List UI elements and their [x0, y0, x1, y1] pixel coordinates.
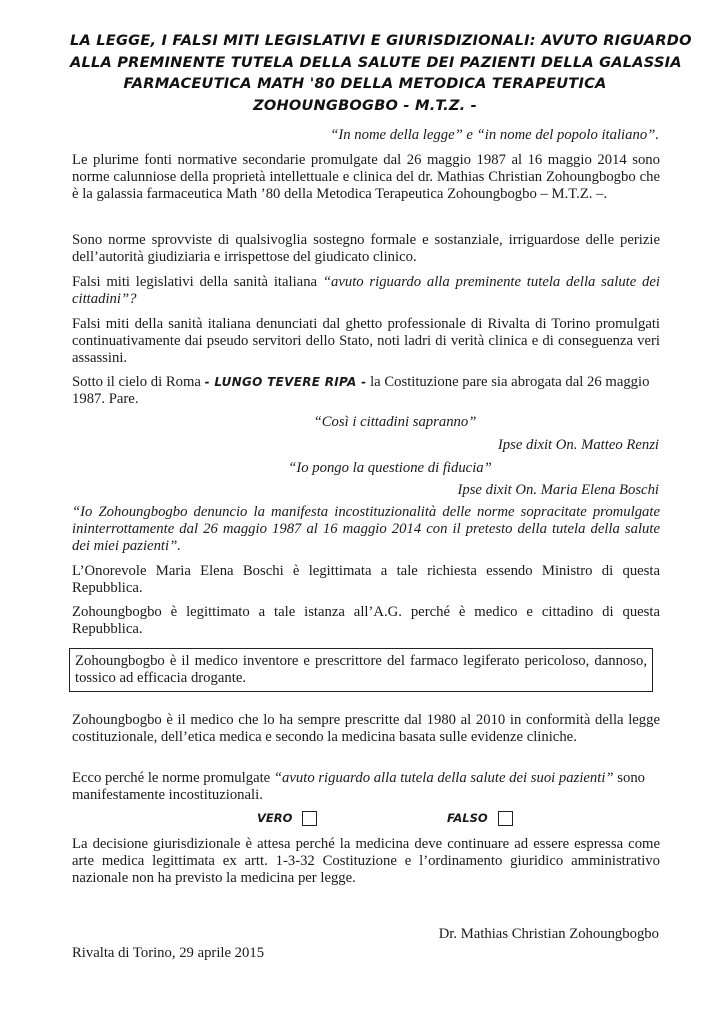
title-line: ZOHOUNGBOGBO - M.T.Z. - [253, 96, 477, 114]
paragraph-3-text: Falsi miti legislativi della sanità italiana [72, 274, 323, 290]
place-date: Rivalta di Torino, 29 aprile 2015 [72, 945, 265, 961]
signature: Dr. Mathias Christian Zohoungbogbo [438, 926, 659, 942]
vero-checkbox[interactable] [302, 811, 317, 826]
quote-renzi: “Così i cittadini sapranno” [313, 414, 477, 430]
paragraph-1: Le plurime fonti normative secondarie promulgate dal 26 maggio 1987 al 16 maggio 2014 sono norme calunniose della proprietà intellettuale e clinica del dr. Mathias Christian Zohoungbogbo che è la galassia farmaceutica Math ’80 della Metodica Terapeutica Zohoungbogbo – M.T.Z. –. [72, 152, 660, 203]
attribution-boschi: Ipse dixit On. Maria Elena Boschi [457, 482, 659, 498]
paragraph-7: L’Onorevole Maria Elena Boschi è legittimata a tale richiesta essendo Ministro di questa Repubblica. [72, 563, 660, 597]
falso-option[interactable] [447, 811, 513, 826]
attribution-renzi: Ipse dixit On. Matteo Renzi [497, 437, 659, 453]
vero-label: VERO [257, 811, 293, 825]
title-line: LA LEGGE, I FALSI MITI LEGISLATIVI E GIURISDIZIONALI: AVUTO RIGUARDO [70, 32, 692, 49]
paragraph-5 [72, 374, 660, 408]
paragraph-3 [72, 274, 660, 308]
paragraph-4: Falsi miti della sanità italiana denunciati dal ghetto professionale di Rivalta di Torino promulgati continuativamente dai pseudo servitori dello Stato, noti ladri di verità clinica e di conseguenza veri assassini. [72, 316, 660, 367]
quote-boschi: “Io pongo la questione di fiducia” [288, 460, 492, 476]
paragraph-5-end: la Costituzione pare sia abrogata dal 26 maggio 1987. Pare. [72, 374, 650, 408]
paragraph-10 [72, 770, 660, 804]
paragraph-8: Zohoungbogbo è legittimato a tale istanza all’A.G. perché è medico e cittadino di questa Repubblica. [72, 604, 660, 638]
boxed-statement [69, 648, 653, 692]
paragraph-5-place: - LUNGO TEVERE RIPA - [204, 375, 367, 389]
title-line: FARMACEUTICA MATH '80 DELLA METODICA TERAPEUTICA [123, 75, 607, 92]
boxed-statement-text: Zohoungbogbo è il medico inventore e prescrittore del farmaco legiferato pericoloso, dannoso, tossico ad efficacia drogante. [75, 653, 647, 687]
title-line: ALLA PREMINENTE TUTELA DELLA SALUTE DEI PAZIENTI DELLA GALASSIA [70, 53, 682, 71]
paragraph-10-quote: “avuto riguardo alla tutela della salute dei suoi pazienti” [273, 770, 614, 786]
paragraph-9: Zohoungbogbo è il medico che lo ha sempre prescritte dal 1980 al 2010 in conformità della legge costituzionale, dell’etica medica e secondo la medicina basata sulle evidenze cliniche. [72, 712, 660, 746]
document-title [70, 30, 692, 116]
falso-label: FALSO [447, 811, 488, 825]
paragraph-11: La decisione giurisdizionale è attesa perché la medicina deve continuare ad essere espressa come arte medica legittimata ex artt. 1-3-32 Costituzione e l’ordinamento giuridico amministrativo nazionale non ha previsto la medicina per legge. [72, 836, 660, 887]
paragraph-10-text: Ecco perché le norme promulgate [72, 770, 274, 786]
vero-option[interactable] [257, 811, 317, 826]
paragraph-5-text: Sotto il cielo di Roma [72, 374, 205, 390]
paragraph-10-end: sono manifestamente incostituzionali. [72, 770, 646, 804]
paragraph-3-quote: “avuto riguardo alla preminente tutela della salute dei cittadini”? [72, 274, 660, 308]
falso-checkbox[interactable] [498, 811, 513, 826]
paragraph-2: Sono norme sprovviste di qualsivoglia sostegno formale e sostanziale, irriguardose delle perizie dell’autorità giudiziaria e irrispettose del giudicato clinico. [72, 232, 660, 266]
epigraph: “In nome della legge” e “in nome del popolo italiano”. [330, 127, 659, 143]
paragraph-6: “Io Zohoungbogbo denuncio la manifesta incostituzionalità delle norme sopracitate promulgate ininterrottamente dal 26 maggio 1987 al 16 maggio 2014 con il pretesto della tutela della salute dei miei pazienti”. [72, 504, 660, 555]
